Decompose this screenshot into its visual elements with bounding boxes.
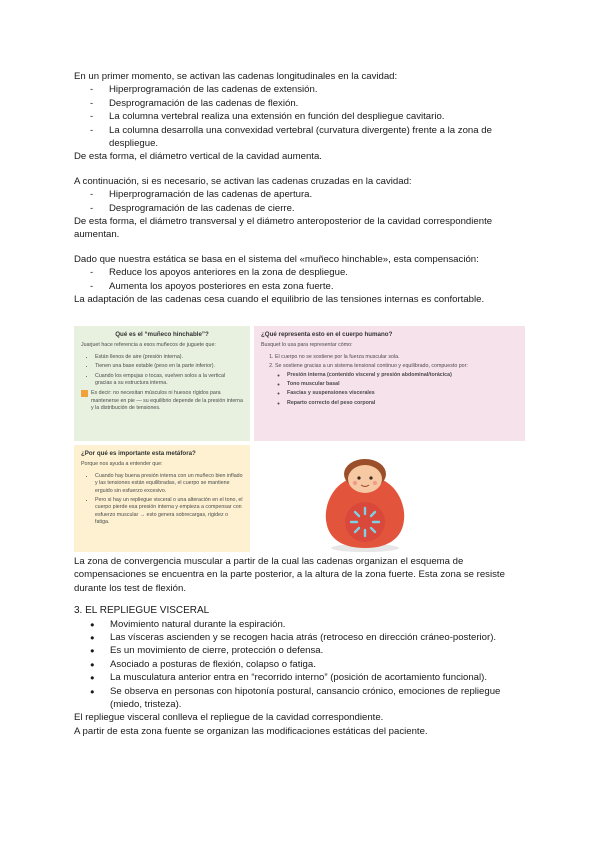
infobox-lead: Porque nos ayuda a entender que: xyxy=(81,461,163,468)
section5-line2: A partir de esta zona fuente se organizan las modificaciones estáticas del paciente. xyxy=(74,725,428,737)
section5-item: ● Movimiento natural durante la espiración. xyxy=(74,618,524,631)
infobox-subitem: ◦ Reparto correcto del peso corporal xyxy=(287,400,518,407)
infobox-item-text: Se sostiene gracias a un sistema tensional continuo y equilibrado, compuesto por: xyxy=(275,363,468,370)
section3-conclusion: La adaptación de las cadenas cesa cuando el equilibrio de las tensiones internas es confortable. xyxy=(74,294,485,306)
doll-cheek-right xyxy=(373,481,377,485)
infobox-why-important xyxy=(74,445,250,552)
infobox-lead: Juarjuet hace referencia a esos muñecos de juguete que: xyxy=(81,342,216,349)
infobox-subitem: ◦ Presión interna (contenido visceral y presión abdominal/torácica) xyxy=(287,372,518,379)
infobox-note-text: Es decir: no necesitan músculos ni huesos rígidos para mantenerse en pie — su equilibrio depende de la presión interna y la distribución de tensiones. xyxy=(91,390,243,412)
doll-face xyxy=(348,465,382,493)
section5-item: ● La musculatura anterior entra en “recorrido interno” (posición de acortamiento funcional). xyxy=(74,671,524,684)
infobox-note xyxy=(81,390,243,412)
infobox-represents xyxy=(254,326,525,441)
infobox-title: Qué es el “muñeco hinchable”? xyxy=(115,331,209,338)
section4-text: La zona de convergencia muscular a partir de la cual las cadenas organizan el esquema de compensaciones se encuentra en la parte posterior, a la altura de la zona fuerte. Esta zona se resiste durante los test de flexión. xyxy=(74,556,505,594)
section3-item: - Reduce los apoyos anteriores en la zona de despliegue. xyxy=(74,266,524,279)
section2-intro: A continuación, si es necesario, se activan las cadenas cruzadas en la cavidad: xyxy=(74,175,412,187)
section2-conclusion: De esta forma, el diámetro transversal y el diámetro anteroposterior de la cavidad correspondiente aumentan. xyxy=(74,216,493,241)
section5-item: ● Asociado a posturas de flexión, colapso o fatiga. xyxy=(74,658,524,671)
infobox-item: • Cuando los empujas o tocas, vuelven solos a la vertical gracias a su estructura interna. xyxy=(95,373,243,388)
infobox-item: • Cuando hay buena presión interna con un muñeco bien inflado y las tensiones están equilibradas, el cuerpo se mantiene erguido sin esfuerzo excesivo. xyxy=(95,473,243,495)
section2-item: - Hiperprogramación de las cadenas de apertura. xyxy=(74,188,524,201)
section5-heading: 3. EL REPLIEGUE VISCERAL xyxy=(74,605,210,617)
infobox-title: ¿Por qué es importante esta metáfora? xyxy=(81,450,196,457)
infobox-item: • Pero si hay un repliegue visceral o una alteración en el tono, el cuerpo pierde esa presión interna y empieza a compensar con esfuerzo muscular → esto genera sobrecargas, rigidez o fatiga. xyxy=(95,497,243,527)
section1-item: - Desprogramación de las cadenas de flexión. xyxy=(74,97,524,110)
section1-intro: En un primer momento, se activan las cadenas longitudinales en la cavidad: xyxy=(74,71,398,82)
infobox-title: ¿Qué representa esto en el cuerpo humano? xyxy=(261,331,393,338)
infobox-item: • Tienen una base estable (peso en la parte inferior). xyxy=(95,363,243,370)
pointer-icon xyxy=(81,390,88,397)
section1-item: - Hiperprogramación de las cadenas de extensión. xyxy=(74,83,524,96)
doll-eye-right xyxy=(369,476,372,479)
section2-item: - Desprogramación de las cadenas de cierre. xyxy=(74,202,524,215)
infobox-subitem: ◦ Fascias y suspensiones viscerales xyxy=(287,390,518,397)
infobox-subitem: ◦ Tono muscular basal xyxy=(287,381,518,388)
section1-item: - La columna desarrolla una convexidad vertebral (curvatura divergente) frente a la zona de despliegue. xyxy=(74,124,524,151)
text-block-top xyxy=(74,70,524,307)
infobox-lead: Busquet lo usa para representar cómo: xyxy=(261,342,353,349)
infobox-list xyxy=(81,473,243,527)
section5-item: ● Se observa en personas con hipotonía postural, cansancio crónico, emociones de repliegue (miedo, tristeza). xyxy=(74,685,524,712)
inflatable-doll-illustration xyxy=(310,454,420,552)
infobox-item: • Están llenos de aire (presión interna). xyxy=(95,354,243,361)
doll-eye-left xyxy=(357,476,360,479)
infobox-item: 1. El cuerpo no se sostiene por la fuerza muscular sola. xyxy=(275,354,518,361)
infobox-what-is xyxy=(74,326,250,441)
section3-intro: Dado que nuestra estática se basa en el sistema del «muñeco hinchable», esta compensación: xyxy=(74,253,479,265)
infobox-list xyxy=(81,354,243,388)
text-block-bottom xyxy=(74,555,524,738)
section5-line1: El repliegue visceral conlleva el repliegue de la cavidad correspondiente. xyxy=(74,712,384,724)
section5-item: ● Las vísceras ascienden y se recogen hacia atrás (retroceso en dirección cráneo-posterior). xyxy=(74,631,524,644)
section1-item: - La columna vertebral realiza una extensión en función del despliegue cavitario. xyxy=(74,110,524,123)
doll-cheek-left xyxy=(353,481,357,485)
infobox-sublist xyxy=(275,372,518,408)
infobox-item xyxy=(275,363,518,407)
section3-item: - Aumenta los apoyos posteriores en esta zona fuerte. xyxy=(74,280,524,293)
infographic xyxy=(74,326,525,552)
section1-conclusion: De esta forma, el diámetro vertical de la cavidad aumenta. xyxy=(74,151,322,163)
section5-item: ● Es un movimiento de cierre, protección o defensa. xyxy=(74,644,524,657)
infobox-numbered-list xyxy=(261,354,518,407)
